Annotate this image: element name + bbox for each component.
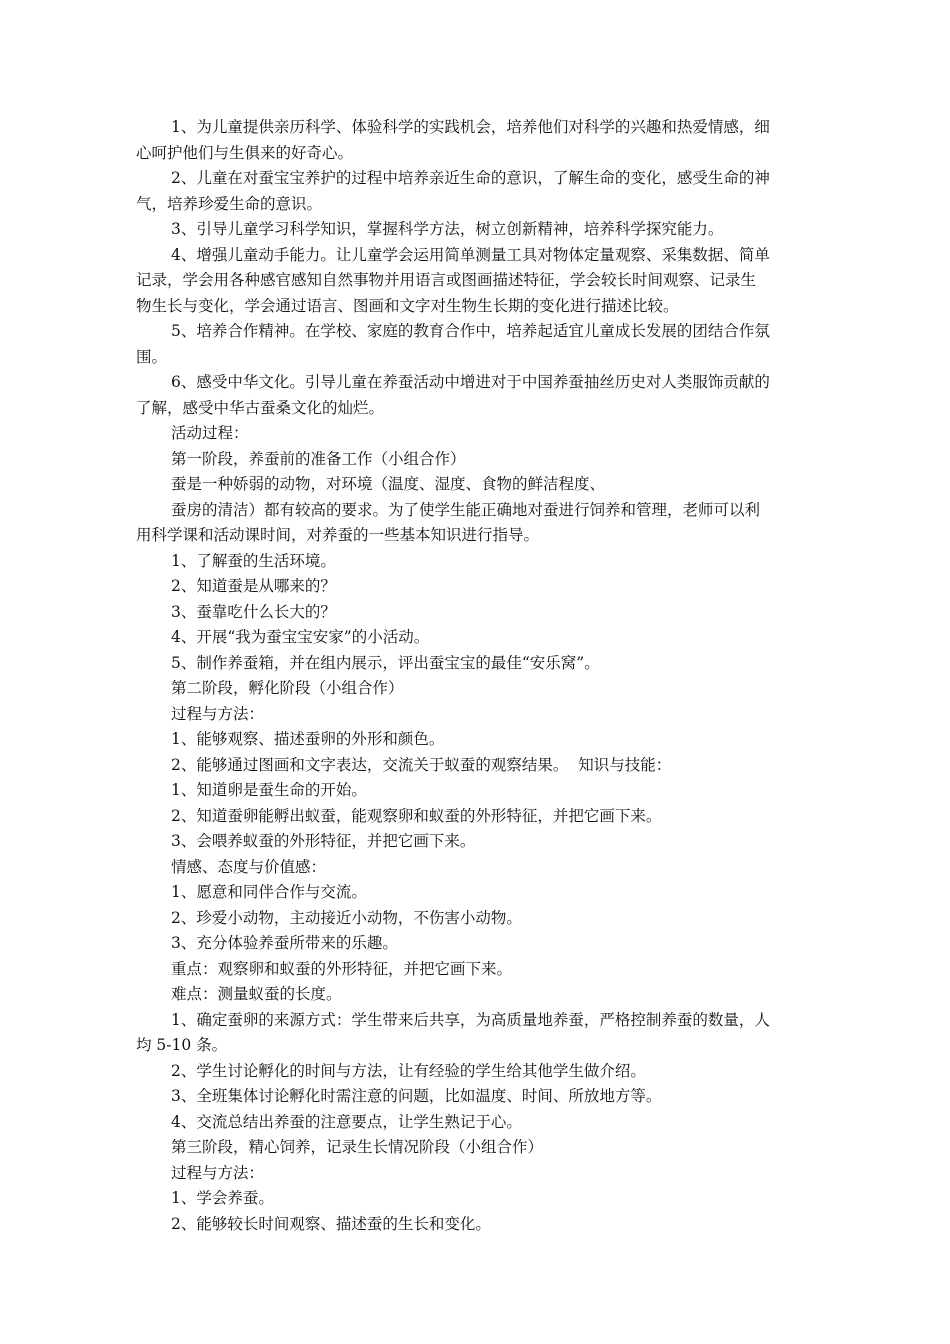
paragraph-line: 1、为儿童提供亲历科学、体验科学的实践机会，培养他们对科学的兴趣和热爱情感，细 [171,118,770,136]
paragraph [171,600,813,626]
paragraph [171,702,813,728]
paragraph-line-continued: 均 5-10 条。 [136,1036,228,1054]
paragraph [171,1059,813,1085]
paragraph [171,574,813,600]
paragraph [136,370,813,421]
paragraph-line: 1、能够观察、描述蚕卵的外形和颜色。 [171,730,445,748]
paragraph [171,727,813,753]
paragraph [171,829,813,855]
paragraph [171,625,813,651]
paragraph [171,1186,813,1212]
paragraph-line: 3、蚕靠吃什么长大的？ [171,602,336,621]
paragraph-line: 第一阶段，养蚕前的准备工作（小组合作） [171,449,466,468]
paragraph-line: 2、能够较长时间观察、描述蚕的生长和变化。 [171,1214,491,1233]
paragraph [171,931,813,957]
paragraph [171,549,813,575]
paragraph-line: 4、交流总结出养蚕的注意要点，让学生熟记于心。 [171,1112,522,1131]
paragraph [136,1008,813,1059]
paragraph-line-continued: 用科学课和活动课时间，对养蚕的一些基本知识进行指导。 [136,526,540,544]
paragraph-line: 活动过程： [171,424,249,442]
paragraph-line: 情感、态度与价值感： [171,857,327,876]
paragraph [171,906,813,932]
paragraph-line: 重点：观察卵和蚁蚕的外形特征，并把它画下来。 [171,959,513,978]
paragraph [171,651,813,677]
paragraph-line: 2、知道蚕卵能孵出蚁蚕，能观察卵和蚁蚕的外形特征，并把它画下来。 [171,806,662,825]
paragraph-line: 1、愿意和同伴合作与交流。 [171,883,367,901]
paragraph-line: 1、学会养蚕。 [171,1189,274,1207]
paragraph [136,498,813,549]
paragraph [136,166,813,217]
paragraph-line: 2、知道蚕是从哪来的？ [171,577,336,595]
paragraph [171,982,813,1008]
paragraph-line: 1、了解蚕的生活环境。 [171,551,336,570]
paragraph-line: 1、确定蚕卵的来源方式：学生带来后共享，为高质量地养蚕，严格控制养蚕的数量，人 [171,1010,770,1029]
paragraph-line: 3、充分体验养蚕所带来的乐趣。 [171,934,398,952]
paragraph [171,472,813,498]
paragraph-line: 6、感受中华文化。引导儿童在养蚕活动中增进对于中国养蚕抽丝历史对人类服饰贡献的 [171,373,770,391]
paragraph-line: 蚕房的清洁）都有较高的要求。为了使学生能正确地对蚕进行饲养和管理，老师可以利 [171,500,761,519]
paragraph-line: 5、制作养蚕箱，并在组内展示，评出蚕宝宝的最佳“安乐窝”。 [171,653,600,672]
paragraph-line: 1、知道卵是蚕生命的开始。 [171,781,367,799]
paragraph-line: 4、增强儿童动手能力。让儿童学会运用简单测量工具对物体定量观察、采集数据、简单 [171,245,770,264]
paragraph-line: 4、开展“我为蚕宝宝安家”的小活动。 [171,628,430,646]
paragraph-line: 过程与方法： [171,1163,265,1182]
paragraph-line: 过程与方法： [171,704,265,723]
paragraph [171,753,813,779]
paragraph-line-continued: 围。 [136,347,168,366]
paragraph-line: 难点：测量蚁蚕的长度。 [171,985,342,1003]
paragraph [136,319,813,370]
paragraph [171,1135,813,1161]
paragraph-line: 5、培养合作精神。在学校、家庭的教育合作中，培养起适宜儿童成长发展的团结合作氛 [171,322,770,340]
paragraph-line-continued: 了解，感受中华古蚕桑文化的灿烂。 [136,398,385,417]
paragraph [171,957,813,983]
paragraph-line: 第二阶段，孵化阶段（小组合作） [171,679,404,697]
paragraph [171,676,813,702]
paragraph-line: 第三阶段，精心饲养，记录生长情况阶段（小组合作） [171,1138,544,1156]
paragraph-line: 2、能够通过图画和文字表达，交流关于蚁蚕的观察结果。 知识与技能： [171,755,672,774]
paragraph [171,421,813,447]
paragraph-line: 3、全班集体讨论孵化时需注意的问题，比如温度、时间、所放地方等。 [171,1087,662,1105]
paragraph-line: 2、珍爱小动物，主动接近小动物，不伤害小动物。 [171,908,522,927]
paragraph-line-continued: 记录，学会用各种感官感知自然事物并用语言或图画描述特征，学会较长时间观察、记录生 [136,271,757,289]
paragraph [171,1110,813,1136]
paragraph [171,447,813,473]
paragraph-line: 2、学生讨论孵化的时间与方法，让有经验的学生给其他学生做介绍。 [171,1061,646,1080]
paragraph [171,1161,813,1187]
paragraph-line: 3、引导儿童学习科学知识，掌握科学方法，树立创新精神，培养科学探究能力。 [171,220,724,238]
paragraph-line: 蚕是一种娇弱的动物，对环境（温度、湿度、食物的鲜洁程度、 [171,475,606,493]
paragraph [171,804,813,830]
document-body [136,115,813,1237]
paragraph [171,880,813,906]
paragraph [171,855,813,881]
paragraph [171,1084,813,1110]
paragraph [136,243,813,320]
paragraph-line: 3、会喂养蚁蚕的外形特征，并把它画下来。 [171,832,476,850]
paragraph-line-continued: 气，培养珍爱生命的意识。 [136,194,323,213]
paragraph [171,217,813,243]
paragraph-line-continued: 心呵护他们与生俱来的好奇心。 [136,143,354,162]
paragraph-line-continued: 物生长与变化，学会通过语言、图画和文字对生物生长期的变化进行描述比较。 [136,296,679,315]
paragraph [136,115,813,166]
paragraph [171,1212,813,1238]
paragraph-line: 2、儿童在对蚕宝宝养护的过程中培养亲近生命的意识，了解生命的变化，感受生命的神 [171,169,770,187]
paragraph [171,778,813,804]
